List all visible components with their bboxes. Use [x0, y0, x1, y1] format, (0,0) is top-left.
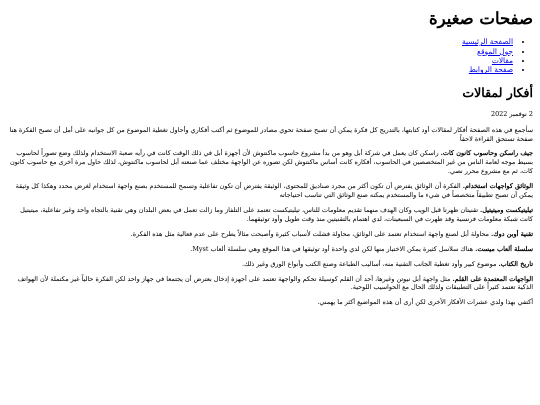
idea-text: محاولة أبل لصنع واجهة استخدام تعتمد على الوثائق، محاولة فشلت لأسباب كثيرة وأصبحت مثالاً يطرح على عدم فعالية مثل هذه الفكرة.: [130, 229, 492, 238]
idea-item-pen-interfaces: [7, 275, 533, 293]
nav-link-about[interactable]: جول الموقع: [477, 46, 513, 56]
post-closing: أكتفي بهذا ولدي عشرات الأفكار الأخرى لكن أرى أن هذه المواضيع أكثر ما يهمني.: [317, 298, 533, 307]
idea-text: راسكن كان يعمل في شركة أبل وهو من بدأ مشروع حاسوب ماكنتوش لأن أجهزة أبل في ذلك الوقت كانت في رأيه صعبة الاستخدام ولذلك وضع تصوراً لحاسوب بسيط موجه لعامة الناس من غير المتخصصين في الحاسوب، أفكاره كانت أساس ماكنتوش لكن تصوره عن الواجهة مختلف عما صنعته أبل لحاسوب ماكنتوش، لذلك حاول مرة أخرى مع حاسوب كانون كات، ثم مع مشروع محرر نصي.: [9, 149, 533, 176]
idea-text: مثل واجهة أبل نيوتن وغيرها، أحد أن القلم كوسيلة تحكم والواجهة تعتمد على أجهزة إدخال بعترض أن يجتمعا في جهاز واحد لكن الفكرة حالياً غير مكتملة لأن الهواتف الذكية تعتمد كثيراً على التطبيقات ولذلك الحال مع الحواسيب اللوحية.: [17, 274, 533, 292]
idea-item-documents-as-ui: [7, 182, 533, 200]
nav-link-links[interactable]: صفحة الروابط: [468, 65, 513, 75]
idea-term: تيليتيكست وميتيتيل.: [480, 206, 533, 215]
site-title: صفحات صغيرة: [428, 9, 533, 28]
post-title: أفكار لمقالات: [462, 84, 533, 100]
post-date: 2 نوفمبر 2022: [490, 109, 533, 118]
nav-item-articles: [7, 56, 513, 65]
nav-link-home[interactable]: الصفحة الرئيسية: [462, 37, 513, 47]
idea-item-teletext: [7, 206, 533, 224]
post-intro: سأجمع في هذه الصفحة أفكار لمقالات أود كتابتها، بالتدريج كل فكرة يمكن أن تصبح صفحة تحوي مصادر للموضوع ثم أكتب أفكاري وأحاول تغطية الموضوع من كل جوانبه على أمل أن تصبح الفكرة هنا صفحة تستحق القراءة لاحقاً: [9, 125, 533, 143]
idea-item-opendoc: [7, 230, 533, 239]
idea-item-myst: [7, 245, 533, 254]
idea-text: الفكرة أن الوثائق يفترض أن تكون أكثر من مجرد صناديق للمحتوى، الوثيقة يفترض أن تكون تفاعلية وتسمح للمستخدم بصنع واجهة استخدام لغرض محدد وهكذا كل وثيقة يمكن أن تصبح تطبيقاً متخصصاً في شيء ما والمستخدم يمكنه صنع الوثائق التي تناسب احتياجاته: [15, 182, 533, 200]
idea-text: تقنيتان ظهرتا قبل الويب وكان الهدف منهما تقديم معلومات للناس، تيليتيكست تعتمد على التلفاز وما زالت تعمل في بعض البلدان وهي تقنية بالتجاه واحد وغير تفاعلية، ميتيتيل كانت شبكة معلومات فرنسية وقد ظهرت في السبعينات، لدي اهتمام بالتقنيتين منذ وقت طويل وأود توثيقهما.: [20, 206, 533, 223]
idea-term: سلسلة ألعاب ميست.: [475, 244, 533, 253]
idea-term: تقنية أوبن دوك.: [491, 229, 533, 238]
nav-item-links: [7, 65, 513, 74]
idea-term: الوثائق كواجهات استخدام.: [462, 182, 533, 191]
nav-link-articles[interactable]: مقالات: [491, 55, 513, 65]
idea-item-raskin: [7, 149, 533, 176]
main-navigation: [7, 37, 533, 75]
nav-item-about: [7, 47, 513, 56]
idea-item-book-history: [7, 260, 533, 269]
idea-text: موضوع كبير وأود تغطية الجانب التقنية منه، أساليب الطباعة وصنع الكتب وأنواع الورق وغير ذلك.: [242, 259, 499, 268]
idea-term: تاريخ الكتاب.: [498, 259, 533, 268]
nav-item-home: [7, 37, 513, 46]
idea-term: الواجهات المعتمدة على القلم.: [452, 274, 533, 283]
idea-text: هناك سلاسل كثيرة يمكن الاختيار منها لكن لدي واحدة أود توثيقها في هذا الموقع وهي سلسلة ألعاب Myst.: [190, 244, 476, 253]
idea-term: جيف راسكن وحاسوب كانون كات.: [440, 149, 533, 158]
